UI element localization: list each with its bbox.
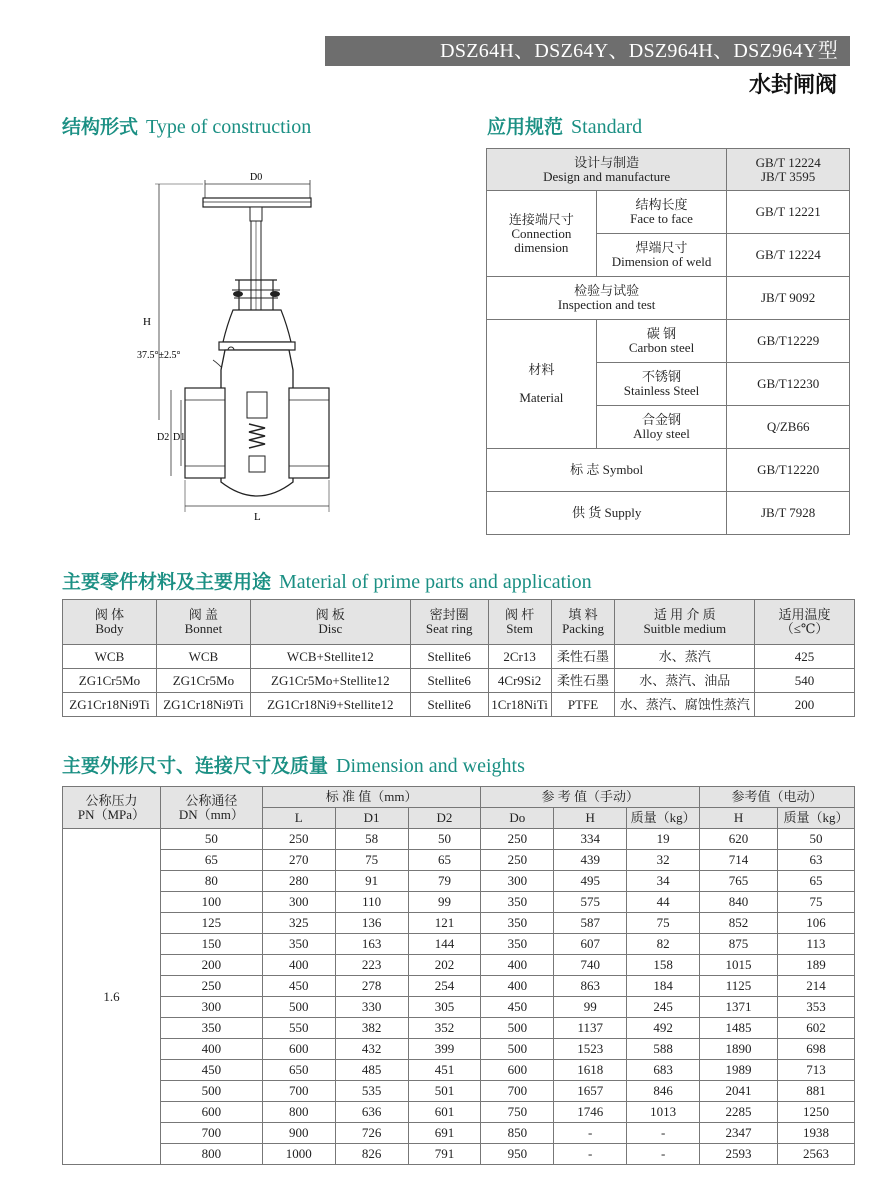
table-cell: ZG1Cr5Mo+Stellite12	[250, 669, 410, 693]
table-cell: 714	[700, 850, 778, 871]
table-cell: 32	[627, 850, 700, 871]
table-cell: 382	[335, 1018, 408, 1039]
table-row	[63, 1039, 855, 1060]
table-cell: -	[554, 1123, 627, 1144]
table-cell: 400	[481, 955, 554, 976]
table-cell: 110	[335, 892, 408, 913]
construction-title	[62, 112, 311, 139]
dimensions-subheader-cell: D2	[408, 808, 481, 829]
table-cell: 1746	[554, 1102, 627, 1123]
table-cell: 305	[408, 997, 481, 1018]
table-cell: 495	[554, 871, 627, 892]
table-cell: 485	[335, 1060, 408, 1081]
std-carbon-value: GB/T12229	[727, 320, 850, 363]
product-name: 水封闸阀	[748, 73, 837, 98]
table-cell: 588	[627, 1039, 700, 1060]
bonnet	[223, 310, 291, 342]
table-cell: 501	[408, 1081, 481, 1102]
table-cell: 620	[700, 829, 778, 850]
table-cell: 791	[408, 1144, 481, 1165]
table-cell: 750	[481, 1102, 554, 1123]
dim-head-dn: 公称通径 DN（mm）	[160, 787, 262, 829]
table-cell: 202	[408, 955, 481, 976]
table-row	[63, 669, 855, 693]
materials-table	[62, 599, 855, 717]
std-symbol-value: GB/T12220	[727, 449, 850, 492]
table-cell: 400	[262, 955, 335, 976]
table-cell: 726	[335, 1123, 408, 1144]
table-cell: 600	[262, 1039, 335, 1060]
table-cell: 650	[262, 1060, 335, 1081]
std-alloy-value: Q/ZB66	[727, 406, 850, 449]
table-row	[63, 1123, 855, 1144]
table-cell: 50	[777, 829, 854, 850]
table-row	[63, 892, 855, 913]
table-cell: ZG1Cr5Mo	[63, 669, 157, 693]
table-row	[63, 976, 855, 997]
std-row-f2f	[487, 191, 850, 234]
table-row	[63, 997, 855, 1018]
dim-head-standard: 标 准 值（mm）	[262, 787, 481, 808]
table-cell: 163	[335, 934, 408, 955]
dim-head-pn: 公称压力 PN（MPa）	[63, 787, 161, 829]
table-cell: 399	[408, 1039, 481, 1060]
table-cell: 214	[777, 976, 854, 997]
table-cell: 601	[408, 1102, 481, 1123]
table-cell: 700	[160, 1123, 262, 1144]
table-cell: 350	[481, 892, 554, 913]
table-cell: WCB+Stellite12	[250, 645, 410, 669]
table-cell: 350	[262, 934, 335, 955]
std-inspection-value: JB/T 9092	[727, 277, 850, 320]
table-cell: -	[627, 1123, 700, 1144]
model-banner: DSZ64H、DSZ64Y、DSZ964H、DSZ964Y型	[325, 36, 850, 66]
table-cell: 698	[777, 1039, 854, 1060]
std-design-value: GB/T 12224 JB/T 3595	[727, 149, 850, 191]
dimensions-subheader-cell: H	[554, 808, 627, 829]
valve-drawing	[135, 160, 350, 530]
table-cell: 75	[627, 913, 700, 934]
valve-body	[221, 350, 293, 496]
table-cell: 65	[160, 850, 262, 871]
table-cell: 500	[160, 1081, 262, 1102]
materials-title	[62, 567, 592, 594]
table-cell: 1Cr18NiTi	[488, 693, 551, 717]
table-cell: 700	[481, 1081, 554, 1102]
table-cell: 492	[627, 1018, 700, 1039]
table-cell: ZG1Cr5Mo	[156, 669, 250, 693]
std-face-to-face-value: GB/T 12221	[727, 191, 850, 234]
table-cell: 500	[262, 997, 335, 1018]
std-row-carbon	[487, 320, 850, 363]
table-cell: 1125	[700, 976, 778, 997]
table-cell: 65	[408, 850, 481, 871]
table-cell: Stellite6	[410, 669, 488, 693]
dimensions-title	[62, 751, 525, 778]
dim-head-electric: 参考值（电动）	[700, 787, 855, 808]
std-design: 设计与制造 Design and manufacture	[487, 149, 727, 191]
table-row	[63, 1018, 855, 1039]
table-cell: 900	[262, 1123, 335, 1144]
table-cell: 2Cr13	[488, 645, 551, 669]
table-cell: 1250	[777, 1102, 854, 1123]
table-cell: 587	[554, 913, 627, 934]
table-cell: 250	[481, 850, 554, 871]
table-cell: 450	[160, 1060, 262, 1081]
table-cell: 250	[160, 976, 262, 997]
std-weld-value: GB/T 12224	[727, 234, 850, 277]
table-cell: 300	[160, 997, 262, 1018]
d1-label: D1	[173, 432, 186, 443]
d0-label: D0	[250, 172, 263, 183]
table-cell: 765	[700, 871, 778, 892]
table-cell: 1890	[700, 1039, 778, 1060]
table-cell: 350	[481, 934, 554, 955]
table-cell: 121	[408, 913, 481, 934]
table-row	[63, 934, 855, 955]
materials-title-en: Material of prime parts and application	[279, 571, 592, 593]
right-weld-end	[289, 388, 329, 478]
table-cell: 451	[408, 1060, 481, 1081]
table-cell: 柔性石墨	[551, 669, 615, 693]
table-cell: 254	[408, 976, 481, 997]
table-cell: 540	[755, 669, 855, 693]
table-cell: 691	[408, 1123, 481, 1144]
std-supply-value: JB/T 7928	[727, 492, 850, 535]
table-cell: 700	[262, 1081, 335, 1102]
table-cell: 740	[554, 955, 627, 976]
table-cell: 850	[481, 1123, 554, 1144]
table-cell: ZG1Cr18Ni9+Stellite12	[250, 693, 410, 717]
table-cell: 223	[335, 955, 408, 976]
table-cell: 99	[554, 997, 627, 1018]
table-cell: 550	[262, 1018, 335, 1039]
table-cell: 270	[262, 850, 335, 871]
table-cell: 79	[408, 871, 481, 892]
table-cell: 2347	[700, 1123, 778, 1144]
table-row	[63, 913, 855, 934]
table-cell: 280	[262, 871, 335, 892]
table-cell: 1137	[554, 1018, 627, 1039]
table-cell: 1371	[700, 997, 778, 1018]
dimensions-subheader-cell: 质量（kg）	[627, 808, 700, 829]
table-cell: 水、蒸汽	[615, 645, 755, 669]
table-cell: 158	[627, 955, 700, 976]
table-cell: 683	[627, 1060, 700, 1081]
materials-header-cell: 阀 杆 Stem	[488, 600, 551, 645]
materials-header-cell: 阀 板 Disc	[250, 600, 410, 645]
table-row	[63, 955, 855, 976]
l-label: L	[254, 511, 261, 523]
std-alloy: 合金钢 Alloy steel	[596, 406, 727, 449]
table-cell: 439	[554, 850, 627, 871]
construction-title-en: Type of construction	[146, 116, 312, 138]
table-cell: 400	[481, 976, 554, 997]
table-cell: 50	[408, 829, 481, 850]
table-cell: 575	[554, 892, 627, 913]
angle-label: 37.5°±2.5°	[137, 350, 181, 361]
std-row-design	[487, 149, 850, 191]
table-cell: 350	[481, 913, 554, 934]
std-stainless-value: GB/T12230	[727, 363, 850, 406]
table-cell: 144	[408, 934, 481, 955]
table-cell: -	[554, 1144, 627, 1165]
std-stainless: 不锈钢 Stainless Steel	[596, 363, 727, 406]
table-cell: 330	[335, 997, 408, 1018]
table-cell: 50	[160, 829, 262, 850]
dimensions-subheader-cell: Do	[481, 808, 554, 829]
table-cell: 106	[777, 913, 854, 934]
table-cell: 184	[627, 976, 700, 997]
table-cell: 91	[335, 871, 408, 892]
table-row	[63, 871, 855, 892]
table-cell: ZG1Cr18Ni9Ti	[63, 693, 157, 717]
table-cell: 1989	[700, 1060, 778, 1081]
std-carbon: 碳 钢 Carbon steel	[596, 320, 727, 363]
table-cell: 600	[160, 1102, 262, 1123]
materials-header-cell: 填 料 Packing	[551, 600, 615, 645]
table-cell: 250	[481, 829, 554, 850]
table-cell: 200	[160, 955, 262, 976]
table-cell: 58	[335, 829, 408, 850]
table-cell: -	[627, 1144, 700, 1165]
standard-title	[487, 112, 642, 139]
std-symbol: 标 志 Symbol	[487, 449, 727, 492]
h-label: H	[143, 316, 151, 328]
dimensions-subheader-cell: D1	[335, 808, 408, 829]
dim-head-manual: 参 考 值（手动）	[481, 787, 700, 808]
table-cell: 950	[481, 1144, 554, 1165]
table-cell: 136	[335, 913, 408, 934]
table-row	[63, 1060, 855, 1081]
table-cell: 水、蒸汽、油品	[615, 669, 755, 693]
table-cell: 846	[627, 1081, 700, 1102]
table-cell: 100	[160, 892, 262, 913]
table-cell: 636	[335, 1102, 408, 1123]
dimensions-title-en: Dimension and weights	[336, 755, 525, 777]
table-cell: 水、蒸汽、腐蚀性蒸汽	[615, 693, 755, 717]
materials-header-cell: 阀 盖 Bonnet	[156, 600, 250, 645]
table-row	[63, 1144, 855, 1165]
table-cell: 1657	[554, 1081, 627, 1102]
table-cell: 1013	[627, 1102, 700, 1123]
table-cell: 300	[262, 892, 335, 913]
table-cell: 325	[262, 913, 335, 934]
dimensions-header-row-1	[63, 787, 855, 808]
table-cell: 1015	[700, 955, 778, 976]
table-row	[63, 693, 855, 717]
standard-table	[486, 148, 850, 535]
table-cell: 65	[777, 871, 854, 892]
table-cell: 4Cr9Si2	[488, 669, 551, 693]
std-row-supply	[487, 492, 850, 535]
standard-title-en: Standard	[571, 116, 643, 138]
table-cell: 2285	[700, 1102, 778, 1123]
dimensions-subheader-cell: L	[262, 808, 335, 829]
table-cell: 500	[481, 1039, 554, 1060]
std-supply: 供 货 Supply	[487, 492, 727, 535]
dimensions-table	[62, 786, 855, 1165]
table-cell: Stellite6	[410, 645, 488, 669]
table-cell: 82	[627, 934, 700, 955]
table-cell: ZG1Cr18Ni9Ti	[156, 693, 250, 717]
table-cell: 189	[777, 955, 854, 976]
std-inspection: 检验与试验 Inspection and test	[487, 277, 727, 320]
table-cell: 245	[627, 997, 700, 1018]
table-cell: 75	[777, 892, 854, 913]
table-cell: 113	[777, 934, 854, 955]
table-cell: 863	[554, 976, 627, 997]
table-row	[63, 829, 855, 850]
dimensions-subheader-cell: H	[700, 808, 778, 829]
std-face-to-face: 结构长度 Face to face	[596, 191, 727, 234]
table-cell: 80	[160, 871, 262, 892]
table-cell: 250	[262, 829, 335, 850]
left-weld-end	[185, 388, 225, 478]
table-cell: 44	[627, 892, 700, 913]
materials-header-cell: 密封圈 Seat ring	[410, 600, 488, 645]
table-cell: 840	[700, 892, 778, 913]
table-cell: 432	[335, 1039, 408, 1060]
table-cell: 600	[481, 1060, 554, 1081]
std-row-inspection	[487, 277, 850, 320]
table-cell: 602	[777, 1018, 854, 1039]
table-cell: 63	[777, 850, 854, 871]
table-cell: 852	[700, 913, 778, 934]
table-cell: 713	[777, 1060, 854, 1081]
d2-label: D2	[157, 432, 170, 443]
table-cell: 350	[160, 1018, 262, 1039]
table-cell: 1000	[262, 1144, 335, 1165]
materials-header-cell: 适 用 介 质 Suitble medium	[615, 600, 755, 645]
table-cell: 800	[160, 1144, 262, 1165]
table-cell: 353	[777, 997, 854, 1018]
table-cell: 425	[755, 645, 855, 669]
table-cell: 200	[755, 693, 855, 717]
materials-title-cn: 主要零件材料及主要用途	[62, 571, 272, 593]
table-cell: 99	[408, 892, 481, 913]
table-cell: WCB	[63, 645, 157, 669]
handwheel	[203, 198, 311, 207]
table-cell: 500	[481, 1018, 554, 1039]
table-cell: 1618	[554, 1060, 627, 1081]
table-cell: 1523	[554, 1039, 627, 1060]
table-cell: 1938	[777, 1123, 854, 1144]
standard-title-cn: 应用规范	[487, 116, 564, 138]
table-row	[63, 1102, 855, 1123]
table-cell: 607	[554, 934, 627, 955]
table-row	[63, 645, 855, 669]
table-cell: 1485	[700, 1018, 778, 1039]
table-cell: 75	[335, 850, 408, 871]
materials-header-row	[63, 600, 855, 645]
pn-value: 1.6	[63, 829, 161, 1165]
table-cell: 2593	[700, 1144, 778, 1165]
table-cell: Stellite6	[410, 693, 488, 717]
std-weld: 焊端尺寸 Dimension of weld	[596, 234, 727, 277]
table-cell: 881	[777, 1081, 854, 1102]
table-cell: 400	[160, 1039, 262, 1060]
table-cell: 150	[160, 934, 262, 955]
std-connection: 连接端尺寸 Connection dimension	[487, 191, 597, 277]
table-cell: 800	[262, 1102, 335, 1123]
dimensions-title-cn: 主要外形尺寸、连接尺寸及质量	[62, 755, 329, 777]
table-cell: 535	[335, 1081, 408, 1102]
table-cell: 450	[481, 997, 554, 1018]
table-cell: 柔性石墨	[551, 645, 615, 669]
table-cell: 450	[262, 976, 335, 997]
table-cell: 2041	[700, 1081, 778, 1102]
materials-header-cell: 适用温度 （≤℃）	[755, 600, 855, 645]
std-material: 材料 Material	[487, 320, 597, 449]
table-row	[63, 850, 855, 871]
construction-title-cn: 结构形式	[62, 116, 139, 138]
materials-header-cell: 阀 体 Body	[63, 600, 157, 645]
table-cell: 125	[160, 913, 262, 934]
table-cell: 875	[700, 934, 778, 955]
table-cell: WCB	[156, 645, 250, 669]
table-cell: 352	[408, 1018, 481, 1039]
dimensions-subheader-cell: 质量（kg）	[777, 808, 854, 829]
table-cell: 334	[554, 829, 627, 850]
table-cell: PTFE	[551, 693, 615, 717]
table-cell: 34	[627, 871, 700, 892]
table-cell: 2563	[777, 1144, 854, 1165]
table-cell: 300	[481, 871, 554, 892]
table-cell: 19	[627, 829, 700, 850]
std-row-symbol	[487, 449, 850, 492]
table-row	[63, 1081, 855, 1102]
table-cell: 826	[335, 1144, 408, 1165]
table-cell: 278	[335, 976, 408, 997]
